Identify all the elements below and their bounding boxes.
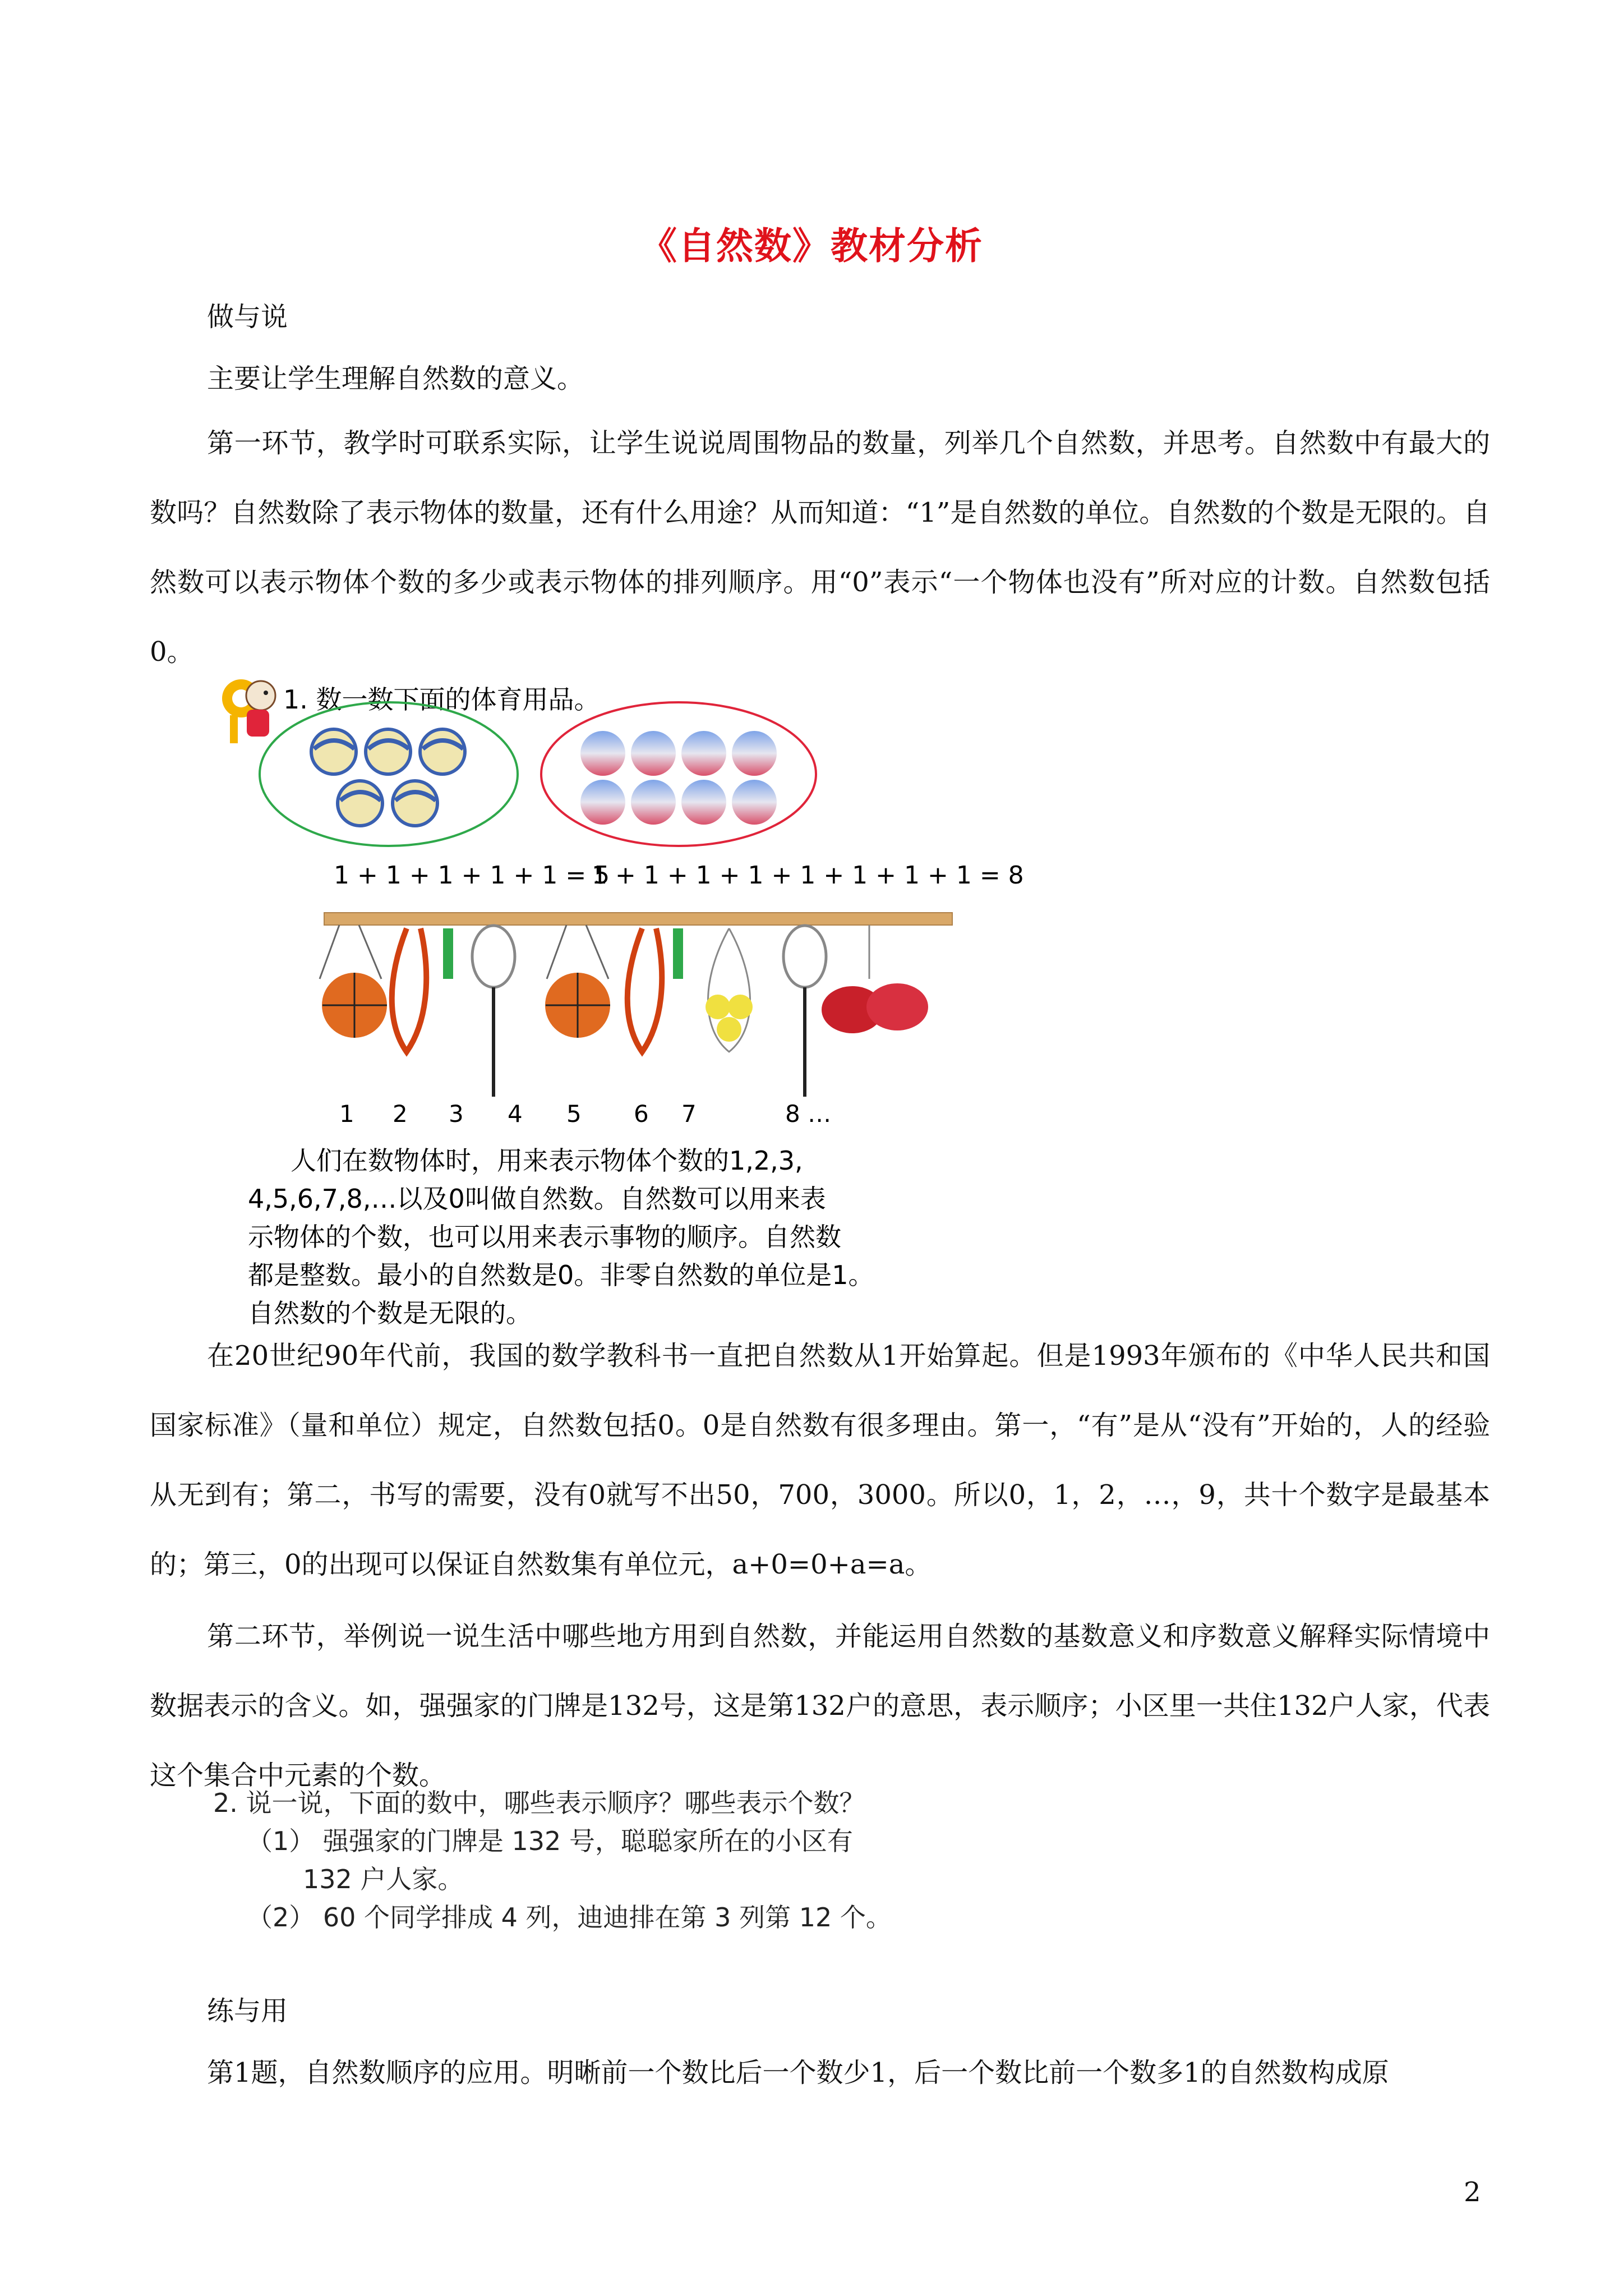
page-title: 《自然数》教材分析 (640, 224, 983, 268)
hanging-bar (324, 913, 952, 925)
boxing-gloves-icon (822, 925, 928, 1033)
section-heading-do-and-say: 做与说 (207, 301, 288, 333)
exercise-2-item-1-cont: 132 户人家。 (303, 1864, 464, 1894)
ordinal-label: 3 (449, 1100, 464, 1128)
basketball-icon (545, 925, 610, 1038)
section-heading-practice: 练与用 (207, 1995, 288, 2027)
ball-icon (580, 731, 625, 776)
page-number: 2 (1464, 2177, 1481, 2208)
volleyball-group (311, 729, 465, 826)
volleyball-icon (420, 729, 465, 774)
ordinal-label: 8 … (785, 1100, 832, 1128)
jump-rope-icon (628, 928, 683, 1052)
volleyball-icon (393, 781, 437, 826)
jump-rope-icon (392, 928, 453, 1052)
ball-icon (631, 780, 676, 825)
ball-icon (732, 731, 777, 776)
exercise-2-item-1: （1） 强强家的门牌是 132 号，聪聪家所在的小区有 (247, 1826, 853, 1856)
figure-description-line-4: 都是整数。最小的自然数是0。非零自然数的单位是1。 (248, 1260, 874, 1290)
paragraph-history-of-zero: 在20世纪90年代前，我国的数学教科书一直把自然数从1开始算起。但是1993年颁布的《中华人民共和国国家标准》（量和单位）规定，自然数包括0。0是自然数有很多理由。第一，“有”是从“没有”开始的，人的经验从无到有；第二，书写的需要，没有0就写不出50，700，3000。所以0，1，2，…，9，共十个数字是最基本的；第三，0的出现可以保证自然数集有单位元，a+0=0+a=a。 (150, 1340, 1490, 1580)
exercise-2-figure (213, 1784, 1054, 1936)
ordinal-number-row (339, 1100, 831, 1128)
tennis-balls-net-icon (706, 928, 753, 1052)
basketball-icon (320, 925, 387, 1038)
ball-icon (631, 731, 676, 776)
ordinal-label: 7 (681, 1100, 697, 1128)
ball-icon (732, 780, 777, 825)
ball-icon (681, 780, 726, 825)
equation-left: 1 + 1 + 1 + 1 + 1 = 5 (334, 861, 610, 890)
paragraph-exercise-1: 第1题，自然数顺序的应用。明晰前一个数比后一个数少1，后一个数比前一个数多1的自然数构成原 (207, 2057, 1389, 2088)
volleyball-icon (338, 781, 382, 826)
paragraph-second-step: 第二环节，举例说一说生活中哪些地方用到自然数，并能运用自然数的基数意义和序数意义解释实际情境中数据表示的含义。如，强强家的门牌是132号，这是第132户的意思，表示顺序；小区里一共住132户人家，代表这个集合中元素的个数。 (150, 1621, 1490, 1791)
ordinal-label: 2 (393, 1100, 408, 1128)
volleyball-icon (311, 729, 356, 774)
exercise-2-item-2: （2） 60 个同学排成 4 列，迪迪排在第 3 列第 12 个。 (247, 1902, 892, 1932)
ellipse-balls (541, 702, 816, 846)
paragraph-first-step: 第一环节，教学时可联系实际，让学生说说周围物品的数量，列举几个自然数，并思考。自然数中有最大的数吗？自然数除了表示物体的数量，还有什么用途？从而知道：“1”是自然数的单位。自然数的个数是无限的。自然数可以表示物体个数的多少或表示物体的排列顺序。用“0”表示“一个物体也没有”所对应的计数。自然数包括0。 (150, 427, 1490, 668)
volleyball-icon (366, 729, 411, 774)
badminton-racket-icon (783, 926, 826, 1097)
ordinal-label: 5 (566, 1100, 582, 1128)
ordinal-label: 6 (634, 1100, 649, 1128)
exercise-1-prompt: 1. 数一数下面的体育用品。 (283, 684, 600, 715)
figure-description-line-5: 自然数的个数是无限的。 (248, 1298, 532, 1328)
ball-icon (580, 780, 625, 825)
paragraph-intro: 主要让学生理解自然数的意义。 (207, 363, 584, 394)
figure-description-line-2: 4,5,6,7,8,…以及0叫做自然数。自然数可以用来表 (248, 1184, 826, 1214)
mascot-icon (222, 679, 275, 743)
badminton-racket-icon (472, 926, 515, 1097)
ball-group (580, 731, 777, 825)
figure-description-line-3: 示物体的个数，也可以用来表示事物的顺序。自然数 (248, 1222, 841, 1252)
ball-icon (681, 731, 726, 776)
ordinal-label: 4 (508, 1100, 523, 1128)
exercise-2-question: 2. 说一说，下面的数中，哪些表示顺序？哪些表示个数？ (213, 1788, 865, 1818)
equation-right: 1 + 1 + 1 + 1 + 1 + 1 + 1 + 1 = 8 (592, 861, 1024, 890)
textbook-figure-natural-numbers (208, 665, 1024, 1328)
figure-description-line-1: 人们在数物体时，用来表示物体个数的1,2,3, (291, 1145, 803, 1176)
ordinal-label: 1 (339, 1100, 354, 1128)
